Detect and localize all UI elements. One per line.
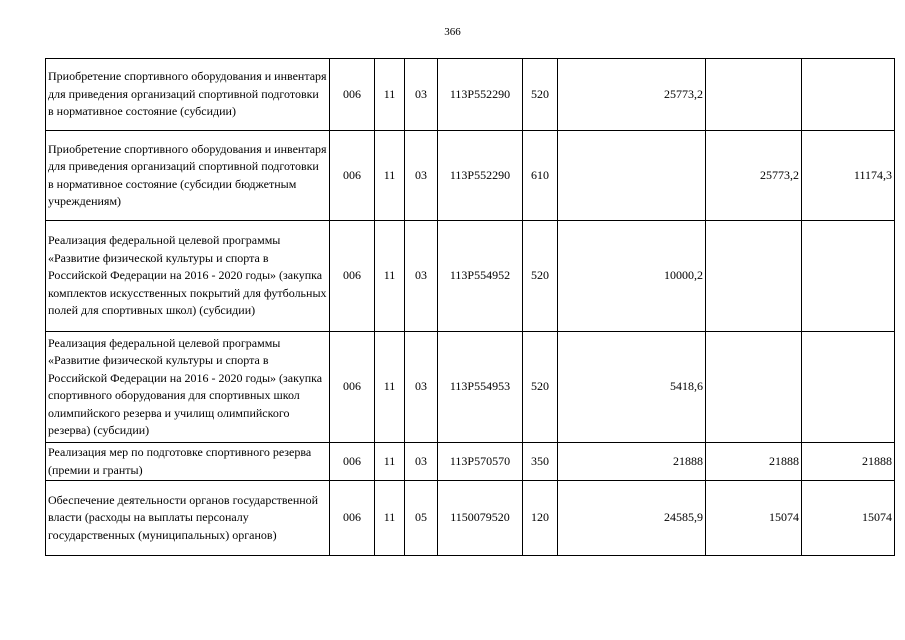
table-row <box>46 332 895 443</box>
row-description: Обеспечение деятельности органов государственной власти (расходы на выплаты персоналу государственных (муниципальных) органов) <box>46 481 330 556</box>
section-code: 11 <box>375 481 405 556</box>
subsection-code: 03 <box>405 443 438 481</box>
section-code: 11 <box>375 443 405 481</box>
expense-code: 350 <box>523 443 558 481</box>
expense-code: 610 <box>523 131 558 221</box>
subsection-code: 03 <box>405 221 438 332</box>
row-description: Приобретение спортивного оборудования и инвентаря для приведения организаций спортивной подготовки в нормативное состояние (субсидии бюджетным учреждениям) <box>46 131 330 221</box>
row-description: Реализация федеральной целевой программы «Развитие физической культуры и спорта в Российской Федерации на 2016 - 2020 годы» (закупка комплектов искусственных покрытий для футбольных полей для спортивных школ) (субсидии) <box>46 221 330 332</box>
table-row <box>46 443 895 481</box>
target-code: 113P570570 <box>438 443 523 481</box>
target-code: 113P554953 <box>438 332 523 443</box>
table-row <box>46 131 895 221</box>
page-number: 366 <box>444 26 461 38</box>
target-code: 113P554952 <box>438 221 523 332</box>
sum-year-3: 21888 <box>802 443 895 481</box>
ministry-code: 006 <box>330 481 375 556</box>
sum-year-3: 15074 <box>802 481 895 556</box>
ministry-code: 006 <box>330 221 375 332</box>
target-code: 113P552290 <box>438 131 523 221</box>
sum-year-2 <box>706 332 802 443</box>
expense-code: 520 <box>523 332 558 443</box>
sum-year-3 <box>802 332 895 443</box>
sum-year-1: 24585,9 <box>558 481 706 556</box>
section-code: 11 <box>375 332 405 443</box>
sum-year-3 <box>802 59 895 131</box>
expense-code: 520 <box>523 59 558 131</box>
expense-code: 520 <box>523 221 558 332</box>
ministry-code: 006 <box>330 332 375 443</box>
sum-year-2: 15074 <box>706 481 802 556</box>
subsection-code: 05 <box>405 481 438 556</box>
row-description: Приобретение спортивного оборудования и инвентаря для приведения организаций спортивной подготовки в нормативное состояние (субсидии) <box>46 59 330 131</box>
row-description: Реализация федеральной целевой программы «Развитие физической культуры и спорта в Российской Федерации на 2016 - 2020 годы» (закупка спортивного оборудования для спортивных школ олимпийского резерва и училищ олимпийского резерва) (субсидии) <box>46 332 330 443</box>
budget-table <box>45 58 895 556</box>
sum-year-3 <box>802 221 895 332</box>
sum-year-1 <box>558 131 706 221</box>
sum-year-1: 10000,2 <box>558 221 706 332</box>
sum-year-1: 21888 <box>558 443 706 481</box>
sum-year-2: 25773,2 <box>706 131 802 221</box>
row-description: Реализация мер по подготовке спортивного резерва (премии и гранты) <box>46 443 330 481</box>
subsection-code: 03 <box>405 59 438 131</box>
target-code: 1150079520 <box>438 481 523 556</box>
sum-year-1: 25773,2 <box>558 59 706 131</box>
sum-year-2: 21888 <box>706 443 802 481</box>
budget-table-body <box>46 59 895 556</box>
section-code: 11 <box>375 131 405 221</box>
sum-year-3: 11174,3 <box>802 131 895 221</box>
subsection-code: 03 <box>405 131 438 221</box>
target-code: 113P552290 <box>438 59 523 131</box>
table-row <box>46 221 895 332</box>
ministry-code: 006 <box>330 131 375 221</box>
table-row <box>46 481 895 556</box>
ministry-code: 006 <box>330 59 375 131</box>
section-code: 11 <box>375 221 405 332</box>
sum-year-1: 5418,6 <box>558 332 706 443</box>
table-row <box>46 59 895 131</box>
ministry-code: 006 <box>330 443 375 481</box>
subsection-code: 03 <box>405 332 438 443</box>
section-code: 11 <box>375 59 405 131</box>
sum-year-2 <box>706 59 802 131</box>
expense-code: 120 <box>523 481 558 556</box>
sum-year-2 <box>706 221 802 332</box>
